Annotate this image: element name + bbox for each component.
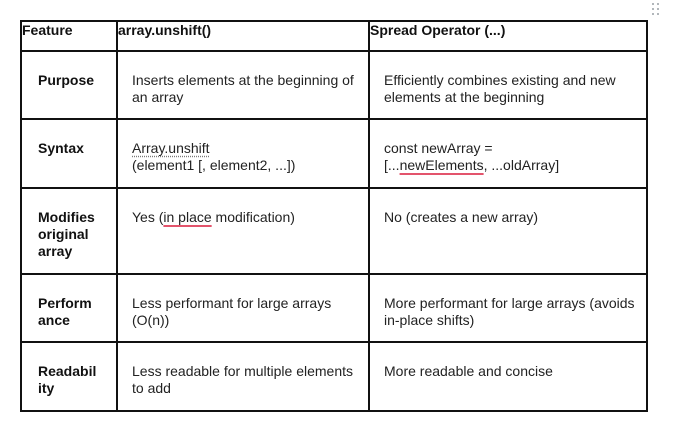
feature-cell[interactable]: Syntax — [21, 119, 117, 188]
header-feature[interactable]: Feature — [21, 21, 117, 51]
modifies-prefix: Yes ( — [132, 209, 164, 225]
feature-label-line1: Readabil — [38, 363, 97, 379]
syntax-unshift-line1: Array.unshift — [132, 140, 210, 156]
feature-cell[interactable]: Modifies original array — [21, 188, 117, 274]
syntax-spread-prefix: [... — [384, 157, 400, 173]
table-header-row — [21, 21, 647, 51]
syntax-spread-line1: const newArray = — [384, 140, 493, 156]
spread-cell[interactable]: More readable and concise — [369, 342, 647, 411]
table-row — [21, 51, 647, 119]
spread-cell[interactable]: More performant for large arrays (avoids in-place shifts) — [369, 274, 647, 342]
feature-label-line2: ity — [38, 380, 55, 396]
spellcheck-mark: newElements — [399, 157, 484, 173]
spellcheck-mark: in place — [163, 209, 212, 225]
comparison-table — [20, 20, 648, 412]
unshift-cell[interactable] — [117, 188, 369, 274]
table-row — [21, 274, 647, 342]
spread-cell[interactable] — [369, 119, 647, 188]
drag-handle-icon[interactable] — [650, 2, 662, 16]
unshift-cell[interactable] — [117, 119, 369, 188]
header-unshift[interactable]: array.unshift() — [117, 21, 369, 51]
table-row — [21, 188, 647, 274]
feature-cell[interactable] — [21, 342, 117, 411]
unshift-cell[interactable]: Less performant for large arrays (O(n)) — [117, 274, 369, 342]
table-row — [21, 119, 647, 188]
feature-cell[interactable] — [21, 274, 117, 342]
table-row — [21, 342, 647, 411]
unshift-cell[interactable]: Inserts elements at the beginning of an array — [117, 51, 369, 119]
spread-cell[interactable]: No (creates a new array) — [369, 188, 647, 274]
syntax-unshift-line2: (element1 [, element2, ...]) — [132, 157, 296, 173]
syntax-spread-suffix: , ...oldArray] — [483, 157, 560, 173]
spread-cell[interactable]: Efficiently combines existing and new elements at the beginning — [369, 51, 647, 119]
unshift-cell[interactable]: Less readable for multiple elements to add — [117, 342, 369, 411]
syntax-spread-line2 — [384, 157, 640, 174]
feature-cell[interactable]: Purpose — [21, 51, 117, 119]
feature-label-line2: ance — [38, 312, 70, 328]
modifies-suffix: modification) — [211, 209, 295, 225]
header-spread[interactable]: Spread Operator (...) — [369, 21, 647, 51]
feature-label-line1: Perform — [38, 295, 92, 311]
